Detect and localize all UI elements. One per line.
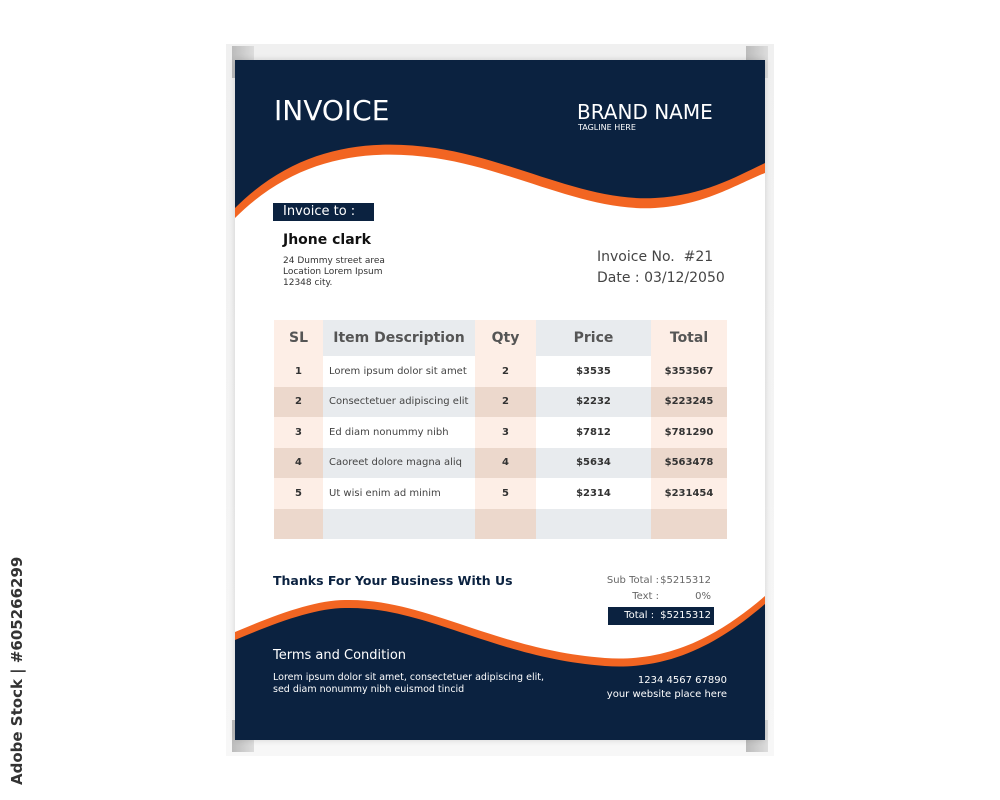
cell-qty — [475, 509, 536, 540]
address-line: Location Lorem Ipsum — [283, 267, 383, 277]
tax-value: 0% — [695, 591, 711, 602]
address-line: 24 Dummy street area — [283, 256, 385, 266]
table-header — [274, 320, 727, 356]
cell-sl: 5 — [274, 478, 323, 509]
cell-sl: 3 — [274, 417, 323, 448]
table-row — [274, 478, 727, 509]
cell-qty: 2 — [475, 387, 536, 418]
client-address — [283, 256, 385, 289]
cell-total: $231454 — [651, 478, 727, 509]
cell-sl: 4 — [274, 448, 323, 479]
cell-total: $223245 — [651, 387, 727, 418]
terms-text — [273, 672, 544, 696]
table-row — [274, 417, 727, 448]
invoice-page — [235, 60, 765, 740]
header-total: Total — [651, 320, 727, 356]
items-table — [274, 320, 727, 539]
table-row — [274, 448, 727, 479]
terms-line: sed diam nonummy nibh euismod tincid — [273, 684, 465, 695]
terms-title: Terms and Condition — [273, 648, 407, 663]
cell-price: $5634 — [536, 448, 651, 479]
header-qty: Qty — [475, 320, 536, 356]
cell-description: Consectetuer adipiscing elit — [323, 387, 475, 418]
cell-price: $3535 — [536, 356, 651, 387]
cell-price — [536, 509, 651, 540]
cell-sl: 1 — [274, 356, 323, 387]
stock-watermark: Adobe Stock | #605266299 — [8, 556, 26, 785]
cell-description: Ut wisi enim ad minim — [323, 478, 475, 509]
header-sl: SL — [274, 320, 323, 356]
header-price: Price — [536, 320, 651, 356]
cell-sl: 2 — [274, 387, 323, 418]
subtotal-value: $5215312 — [660, 575, 711, 586]
cell-total: $563478 — [651, 448, 727, 479]
cell-qty: 3 — [475, 417, 536, 448]
brand-tagline: TAGLINE HERE — [578, 123, 636, 132]
header-description: Item Description — [323, 320, 475, 356]
total-label: Total : — [624, 610, 655, 621]
cell-total: $353567 — [651, 356, 727, 387]
website: your website place here — [606, 689, 727, 700]
invoice-to-label: Invoice to : — [273, 203, 374, 221]
cell-description: Lorem ipsum dolor sit amet — [323, 356, 475, 387]
client-name: Jhone clark — [283, 232, 371, 248]
cell-sl — [274, 509, 323, 540]
cell-description — [323, 509, 475, 540]
terms-line: Lorem ipsum dolor sit amet, consectetuer adipiscing elit, — [273, 672, 544, 683]
cell-price: $7812 — [536, 417, 651, 448]
thanks-message: Thanks For Your Business With Us — [273, 573, 513, 588]
invoice-date: Date : 03/12/2050 — [597, 270, 725, 286]
invoice-number: Invoice No. #21 — [597, 249, 714, 265]
summary — [595, 573, 711, 605]
total-value: $5215312 — [660, 610, 711, 621]
address-line: 12348 city. — [283, 278, 333, 288]
cell-qty: 4 — [475, 448, 536, 479]
cell-total: $781290 — [651, 417, 727, 448]
cell-qty: 2 — [475, 356, 536, 387]
contact-info — [607, 674, 727, 702]
cell-total — [651, 509, 727, 540]
cell-price: $2232 — [536, 387, 651, 418]
cell-description: Ed diam nonummy nibh — [323, 417, 475, 448]
table-row — [274, 356, 727, 387]
total-box — [608, 607, 714, 625]
cell-price: $2314 — [536, 478, 651, 509]
subtotal-label: Sub Total : — [606, 575, 659, 586]
brand-name: BRAND NAME — [577, 100, 713, 124]
phone-number: 1234 4567 67890 — [637, 675, 727, 686]
cell-qty: 5 — [475, 478, 536, 509]
table-row — [274, 387, 727, 418]
invoice-title: INVOICE — [274, 94, 390, 127]
table-row — [274, 509, 727, 540]
cell-description: Caoreet dolore magna aliq — [323, 448, 475, 479]
tax-label: Text : — [632, 591, 659, 602]
